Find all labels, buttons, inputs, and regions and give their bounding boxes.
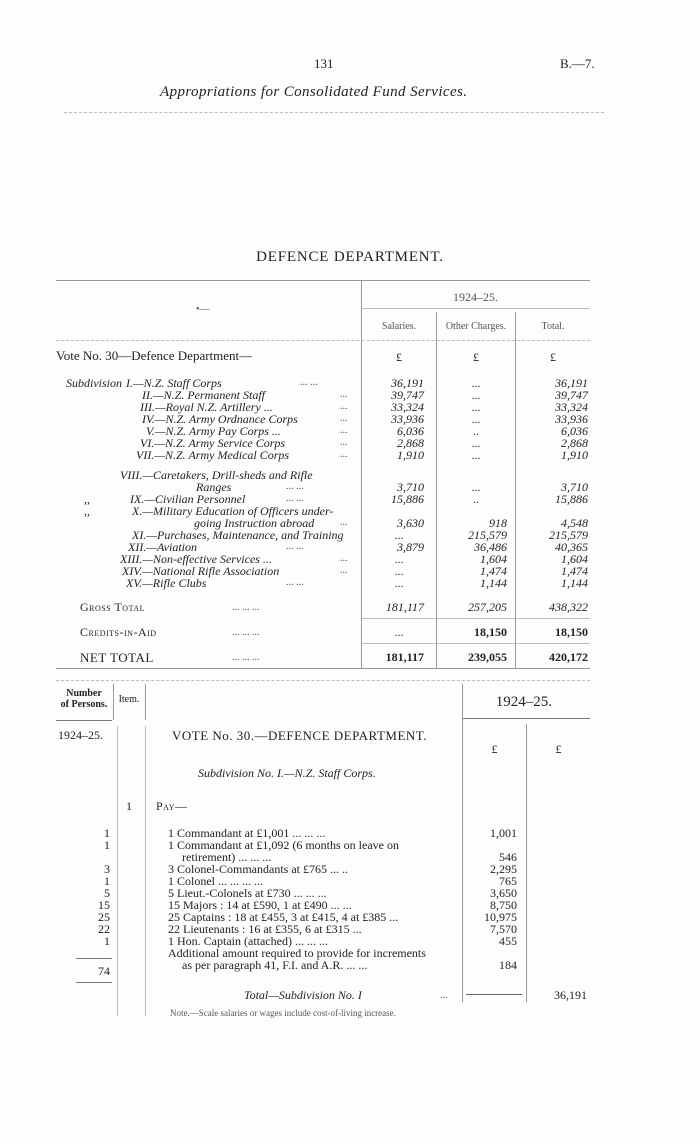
summary-year: 1924–25. xyxy=(453,290,498,304)
row-ix-total: 15,886 xyxy=(555,492,588,506)
column-header-total: Total. xyxy=(541,321,565,332)
row-x-salaries: 3,630 xyxy=(397,516,424,530)
row-ix-mark: ,, xyxy=(84,492,90,506)
summary-row-other: ... xyxy=(471,412,481,426)
summary-row-other: .. xyxy=(473,424,479,438)
detail-row-description: 1 Hon. Captain (attached) ... ... ... xyxy=(168,934,328,948)
detail-row-description: 5 Lieut.-Colonels at £730 ... ... ... xyxy=(168,886,327,900)
summary-row-salaries: 1,910 xyxy=(397,448,424,462)
detail-row-description: Additional amount required to provide for increments xyxy=(168,946,426,960)
vote-heading: VOTE No. 30.—DEFENCE DEPARTMENT. xyxy=(172,728,427,743)
summary-row-dots: ... ... xyxy=(300,377,318,388)
summary-row-label: IV.—N.Z. Army Ordnance Corps xyxy=(142,412,298,426)
summary-row-salaries: 2,868 xyxy=(397,436,424,450)
document-reference: B.—7. xyxy=(560,56,595,71)
detail-year-rule xyxy=(462,718,590,719)
row-x-dots: ... xyxy=(340,517,348,528)
detail-row-amount: 10,975 xyxy=(484,910,517,924)
subdivision-word: Subdivision xyxy=(66,376,122,390)
item-number: 1 xyxy=(126,799,132,813)
summary-row-label: XII.—Aviation xyxy=(128,540,197,554)
summary-row-total: 36,191 xyxy=(555,376,588,390)
summary-row-dots: ... xyxy=(340,413,348,424)
gross-total-other: 257,205 xyxy=(468,600,507,614)
gross-total-dots: ... ... ... xyxy=(232,602,260,613)
detail-row-amount: 2,295 xyxy=(490,862,517,876)
persons-count: 22 xyxy=(98,922,110,936)
net-total-salaries: 181,117 xyxy=(385,650,424,664)
detail-row-amount: 184 xyxy=(499,958,517,972)
currency-total: £ xyxy=(550,350,556,364)
detail-row-description: 1 Commandant at £1,001 ... ... ... xyxy=(168,826,326,840)
detail-row-description: 22 Lieutenants : 16 at £355, 6 at £315 ... xyxy=(168,922,362,936)
row-x-mark: ,, xyxy=(84,504,90,518)
column-header-number-line2: of Persons. xyxy=(60,699,108,710)
persons-total-top-rule xyxy=(76,958,112,959)
credits-in-aid-other: 18,150 xyxy=(474,625,507,639)
summary-row-total: 215,579 xyxy=(549,528,588,542)
detail-row-amount: 546 xyxy=(499,850,517,864)
detail-row-description-cont: as per paragraph 41, F.I. and A.R. ... ... xyxy=(182,958,368,972)
vote-label: Vote No. 30—Defence Department— xyxy=(56,348,253,363)
summary-row-total: 2,868 xyxy=(561,436,588,450)
row-viii-total: 3,710 xyxy=(561,480,588,494)
summary-row-label: I.—N.Z. Staff Corps xyxy=(126,376,222,390)
row-x-label: X.—Military Education of Officers under- xyxy=(132,504,334,518)
net-total-label: NET TOTAL xyxy=(80,650,154,665)
summary-row-salaries: ... xyxy=(394,552,404,566)
table-top-rule xyxy=(56,280,590,281)
persons-count: 3 xyxy=(104,862,110,876)
summary-row-label: II.—N.Z. Permanent Staff xyxy=(142,388,265,402)
persons-count: 15 xyxy=(98,898,110,912)
summary-row-other: 36,486 xyxy=(474,540,507,554)
summary-row-salaries: ... xyxy=(394,528,404,542)
persons-count: 25 xyxy=(98,910,110,924)
summary-row-dots: ... xyxy=(340,437,348,448)
persons-total: 74 xyxy=(98,964,110,978)
detail-row-description: 1 Colonel ... ... ... ... xyxy=(168,874,263,888)
row-ix-label: IX.—Civilian Personnel xyxy=(130,492,246,506)
row-ix-salaries: 15,886 xyxy=(391,492,424,506)
amount-column-left xyxy=(462,684,463,1002)
year-rule xyxy=(361,308,590,309)
summary-row-label: VI.—N.Z. Army Service Corps xyxy=(140,436,286,450)
summary-row-other: 1,144 xyxy=(480,576,507,590)
net-total-other: 239,055 xyxy=(468,650,507,664)
persons-count: 1 xyxy=(104,826,110,840)
detail-row-amount: 7,570 xyxy=(490,922,517,936)
gross-total-label: Gross Total xyxy=(80,600,145,614)
summary-row-label: VII.—N.Z. Army Medical Corps xyxy=(136,448,290,462)
page-title: Appropriations for Consolidated Fund Services. xyxy=(160,84,468,100)
subdivision-heading: Subdivision No. I.—N.Z. Staff Corps. xyxy=(198,766,376,780)
row-ix-other: .. xyxy=(473,492,479,506)
row-x-other: 918 xyxy=(489,516,507,530)
detail-row-amount: 3,650 xyxy=(490,886,517,900)
detail-row-amount: 1,001 xyxy=(490,826,517,840)
row-viii-dots: ... ... xyxy=(286,481,304,492)
persons-divider xyxy=(117,726,118,1016)
row-viii-label-cont: Ranges xyxy=(196,480,232,494)
summary-row-dots: ... xyxy=(340,425,348,436)
currency-salaries: £ xyxy=(396,350,402,364)
summary-row-total: 40,365 xyxy=(555,540,588,554)
detail-row-description: 25 Captains : 18 at £455, 3 at £415, 4 at £385 ... xyxy=(168,910,399,924)
item-divider xyxy=(145,726,146,1016)
summary-row-total: 1,604 xyxy=(561,552,588,566)
item-column-left xyxy=(113,684,114,720)
summary-row-other: ... xyxy=(471,376,481,390)
summary-row-total: 1,474 xyxy=(561,564,588,578)
currency-other: £ xyxy=(473,350,479,364)
summary-row-label: XI.—Purchases, Maintenance, and Training xyxy=(132,528,344,542)
row-x-total: 4,548 xyxy=(561,516,588,530)
summary-row-salaries: 33,936 xyxy=(391,412,424,426)
summary-row-other: ... xyxy=(471,388,481,402)
summary-row-total: 33,324 xyxy=(555,400,588,414)
summary-row-salaries: 36,191 xyxy=(391,376,424,390)
gross-total-total: 438,322 xyxy=(549,600,588,614)
gross-total-salaries: 181,117 xyxy=(385,600,424,614)
detail-row-description-cont: retirement) ... ... ... xyxy=(182,850,272,864)
summary-row-label: V.—N.Z. Army Pay Corps ... xyxy=(146,424,281,438)
summary-row-dots: ... xyxy=(340,553,348,564)
row-ix-dots: ... ... xyxy=(286,493,304,504)
subdivision-total-amount: 36,191 xyxy=(554,988,587,1002)
summary-row-total: 6,036 xyxy=(561,424,588,438)
summary-row-dots: ... xyxy=(340,565,348,576)
footnote: Note.—Scale salaries or wages include cost-of-living increase. xyxy=(170,1008,396,1018)
summary-row-total: 1,144 xyxy=(561,576,588,590)
item-column-right xyxy=(145,684,146,720)
detail-currency-total: £ xyxy=(555,742,562,756)
column-header-number-line1: Number xyxy=(66,688,102,699)
detail-year: 1924–25. xyxy=(495,694,552,710)
summary-row-total: 1,910 xyxy=(561,448,588,462)
persons-total-bottom-rule xyxy=(76,982,112,983)
persons-count: 1 xyxy=(104,838,110,852)
summary-row-salaries: 6,036 xyxy=(397,424,424,438)
header-bottom-rule xyxy=(56,340,590,341)
credits-in-aid-label: Credits-in-Aid xyxy=(80,625,157,639)
summary-row-other: 215,579 xyxy=(468,528,507,542)
detail-currency-items: £ xyxy=(491,742,498,756)
summary-row-salaries: 33,324 xyxy=(391,400,424,414)
persons-header-rule xyxy=(56,720,112,721)
summary-row-salaries: ... xyxy=(394,564,404,578)
summary-row-salaries: 39,747 xyxy=(391,388,424,402)
row-viii-salaries: 3,710 xyxy=(397,480,424,494)
summary-row-total: 33,936 xyxy=(555,412,588,426)
dash-mark: •— xyxy=(196,304,210,315)
summary-row-other: ... xyxy=(471,448,481,462)
summary-row-dots: ... ... xyxy=(286,577,304,588)
row-viii-label: VIII.—Caretakers, Drill-sheds and Rifle xyxy=(120,468,313,482)
summary-row-label: XV.—Rifle Clubs xyxy=(126,576,207,590)
amount-column-mid xyxy=(526,724,527,1002)
subtotal-rule xyxy=(466,994,522,995)
persons-count: 1 xyxy=(104,874,110,888)
column-header-salaries: Salaries. xyxy=(381,321,417,332)
summary-row-other: ... xyxy=(471,436,481,450)
summary-row-label: III.—Royal N.Z. Artillery ... xyxy=(140,400,273,414)
page-number: 131 xyxy=(314,56,334,71)
summary-row-dots: ... xyxy=(340,401,348,412)
column-header-number-of-persons xyxy=(56,688,112,710)
detail-row-amount: 765 xyxy=(499,874,517,888)
row-x-label-cont: going Instruction abroad xyxy=(194,516,315,530)
detail-row-description: 1 Commandant at £1,092 (6 months on leave on xyxy=(168,838,399,852)
row-viii-other: ... xyxy=(471,480,481,494)
detail-row-amount: 455 xyxy=(499,934,517,948)
net-total-dots: ... ... ... xyxy=(232,652,260,663)
persons-count: 5 xyxy=(104,886,110,900)
summary-row-other: 1,474 xyxy=(480,564,507,578)
section-heading: DEFENCE DEPARTMENT. xyxy=(256,249,444,265)
summary-row-other: ... xyxy=(471,400,481,414)
detail-row-description: 15 Majors : 14 at £590, 1 at £490 ... ... xyxy=(168,898,352,912)
summary-row-total: 39,747 xyxy=(555,388,588,402)
summary-row-other: 1,604 xyxy=(480,552,507,566)
persons-count: 1 xyxy=(104,934,110,948)
summary-row-dots: ... xyxy=(340,449,348,460)
pay-label: Pay— xyxy=(156,799,188,813)
net-total-total: 420,172 xyxy=(549,650,588,664)
credits-in-aid-total: 18,150 xyxy=(555,625,588,639)
column-header-other-charges: Other Charges. xyxy=(445,321,507,332)
detail-row-description: 3 Colonel-Commandants at £765 ... .. xyxy=(168,862,348,876)
summary-row-salaries: 3,879 xyxy=(397,540,424,554)
gross-rule xyxy=(362,618,590,619)
header-rule xyxy=(64,112,604,113)
summary-row-dots: ... xyxy=(340,389,348,400)
persons-year: 1924–25. xyxy=(58,728,103,742)
credits-in-aid-salaries: ... xyxy=(394,625,404,639)
subdivision-total-label: Total—Subdivision No. I xyxy=(244,988,362,1002)
detail-top-rule xyxy=(56,680,590,681)
subdivision-total-dots: ... xyxy=(440,990,448,1001)
detail-row-amount: 8,750 xyxy=(490,898,517,912)
table-bottom-rule xyxy=(56,668,590,669)
summary-row-label: XIV.—National Rifle Association xyxy=(122,564,280,578)
credits-rule xyxy=(362,643,590,644)
summary-row-dots: ... ... xyxy=(286,541,304,552)
column-header-item: Item. xyxy=(118,694,140,705)
summary-row-label: XIII.—Non-effective Services ... xyxy=(120,552,272,566)
summary-row-salaries: ... xyxy=(394,576,404,590)
credits-in-aid-dots: ... ... ... xyxy=(232,627,260,638)
